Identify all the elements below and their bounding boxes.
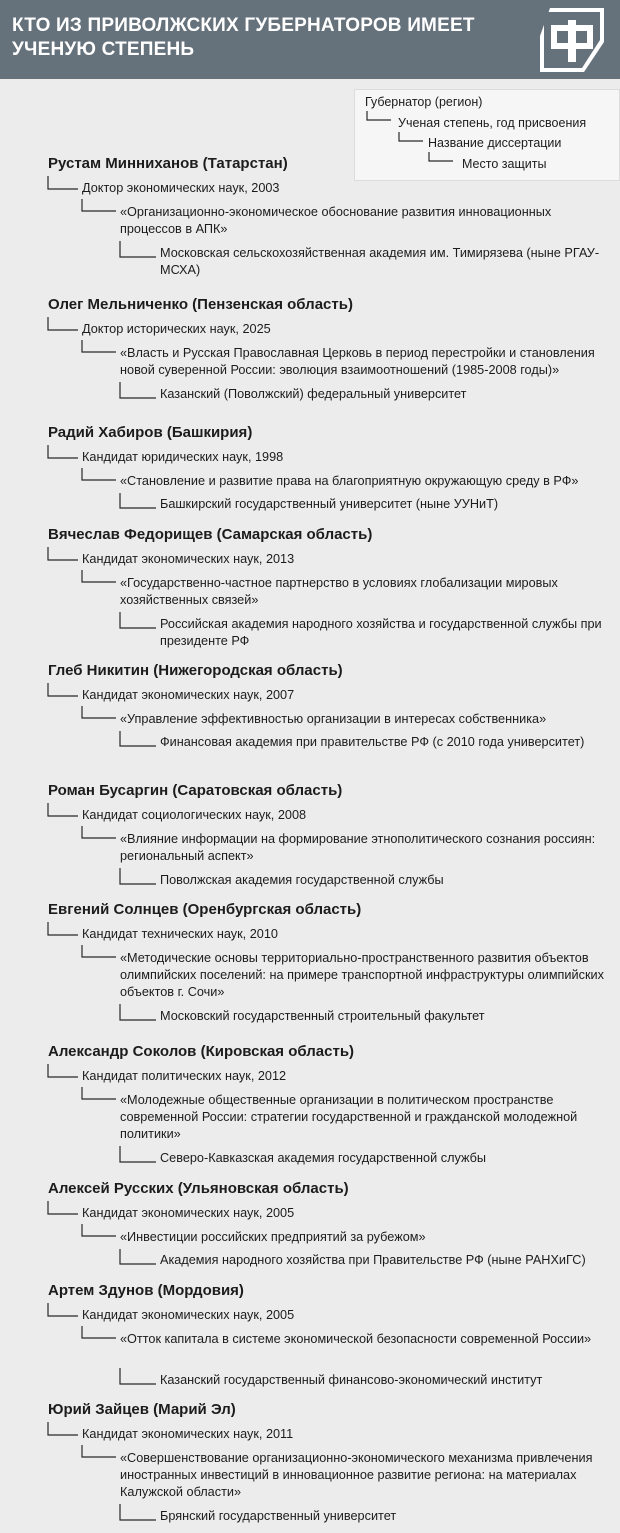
defense-place: Российская академия народного хозяйства и государственной службы при президенте РФ [160, 617, 602, 648]
dissertation-title: «Методические основы территориально-пространственного развития объектов олимпийских поселений: на примере транспортной инфраструктуры олимпийских объектов г. Сочи» [120, 951, 604, 999]
tree-connector-icon [80, 1444, 120, 1461]
governor-name: Артем Здунов (Мордовия) [48, 1282, 244, 1299]
degree-year: Кандидат экономических наук, 2013 [82, 552, 295, 566]
tree-connector-icon [118, 1503, 160, 1524]
degree-year: Кандидат социологических наук, 2008 [82, 808, 307, 822]
defense-place: Поволжская академия государственной службы [160, 873, 444, 887]
tree-connector-icon [118, 730, 160, 750]
defense-place: Московский государственный строительный факультет [160, 1009, 485, 1023]
tree-connector-icon [46, 682, 82, 700]
page-header [0, 0, 620, 79]
dissertation-title: «Молодежные общественные организации в политическом пространстве современной России: стратегии государственной и гражданской молодежной политики» [120, 1093, 578, 1141]
governor-name: Роман Бусаргин (Саратовская область) [48, 782, 343, 799]
tree-connector-icon [46, 546, 82, 564]
degree-year: Кандидат экономических наук, 2011 [82, 1427, 294, 1441]
tree-connector-icon [80, 339, 120, 356]
tree-connector-icon [118, 1367, 160, 1388]
dissertation-title: «Становление и развитие права на благоприятную окружающую среду в РФ» [120, 474, 579, 488]
governor-name: Вячеслав Федорищев (Самарская область) [48, 526, 373, 543]
dissertation-title: «Организационно-экономическое обоснование развития инновационных процессов в АПК» [120, 205, 552, 236]
tree-connector-icon [80, 1086, 120, 1103]
tree-connector-icon [118, 240, 160, 261]
tree-connector-icon [80, 944, 120, 961]
tree-connector-icon [118, 611, 160, 632]
defense-place: Московская сельскохозяйственная академия им. Тимирязева (ныне РГАУ-МСХА) [160, 246, 600, 277]
tree-connector-icon [80, 825, 120, 842]
governor-name: Рустам Минниханов (Татарстан) [48, 155, 288, 172]
defense-place: Казанский государственный финансово-экономический институт [160, 1373, 543, 1387]
defense-place: Академия народного хозяйства при Правительстве РФ (ныне РАНХиГС) [160, 1253, 586, 1267]
tree-connector-icon [118, 1003, 160, 1024]
governor-name: Радий Хабиров (Башкирия) [48, 424, 253, 441]
tree-connector-icon [80, 705, 120, 722]
defense-place: Башкирский государственный университет (ныне УУНиТ) [160, 497, 499, 511]
legend-box [354, 89, 620, 181]
dissertation-title: «Влияние информации на формирование этнополитического сознания россиян: региональный аспект» [120, 832, 596, 863]
degree-year: Кандидат экономических наук, 2005 [82, 1206, 295, 1220]
tree-connector-icon [46, 802, 82, 820]
dissertation-title: «Власть и Русская Православная Церковь в период перестройки и становления новой суверенной России: эволюция взаимоотношений (1985-2008 годы)» [120, 346, 595, 377]
tree-connector-icon [118, 381, 160, 402]
degree-year: Кандидат экономических наук, 2007 [82, 688, 295, 702]
tree-connector-icon [118, 1248, 160, 1268]
tree-connector-icon [46, 444, 82, 462]
tree-connector-icon [46, 1200, 82, 1218]
defense-place: Казанский (Поволжский) федеральный университет [160, 387, 467, 401]
degree-year: Доктор исторических наук, 2025 [82, 322, 271, 336]
tree-connector-icon [80, 569, 120, 586]
degree-year: Кандидат экономических наук, 2005 [82, 1308, 295, 1322]
tree-connector-icon [46, 1421, 82, 1439]
tree-connector-icon [46, 316, 82, 334]
degree-year: Кандидат технических наук, 2010 [82, 927, 278, 941]
tree-connector-icon [46, 1302, 82, 1320]
tree-connector-icon [118, 867, 160, 888]
governor-name: Глеб Никитин (Нижегородская область) [48, 662, 343, 679]
legend-arrow-icon [427, 151, 457, 169]
legend-governor: Губернатор (регион) [365, 95, 483, 109]
defense-place: Финансовая академия при правительстве РФ (с 2010 года университет) [160, 735, 585, 749]
defense-place: Северо-Кавказская академия государственной службы [160, 1151, 486, 1165]
degree-year: Кандидат политических наук, 2012 [82, 1069, 287, 1083]
governor-name: Александр Соколов (Кировская область) [48, 1043, 355, 1060]
legend-arrow-icon [365, 110, 395, 128]
governor-name: Алексей Русских (Ульяновская область) [48, 1180, 349, 1197]
defense-place: Брянский государственный университет [160, 1509, 397, 1523]
tree-connector-icon [80, 1223, 120, 1240]
governor-name: Евгений Солнцев (Оренбургская область) [48, 901, 362, 918]
dissertation-title: «Инвестиции российских предприятий за рубежом» [120, 1230, 426, 1244]
tree-connector-icon [80, 1325, 120, 1342]
page-title: КТО ИЗ ПРИВОЛЖСКИХ ГУБЕРНАТОРОВ ИМЕЕТ УЧЕНУЮ СТЕПЕНЬ [12, 15, 475, 60]
dissertation-title: «Совершенствование организационно-экономического механизма привлечения иностранных инвестиций в инновационное развитие региона: на материалах Калужской области» [120, 1451, 593, 1499]
tree-connector-icon [80, 467, 120, 484]
legend-place: Место защиты [462, 157, 547, 171]
tree-connector-icon [46, 921, 82, 939]
fontanka-logo-icon [540, 6, 606, 74]
tree-connector-icon [46, 175, 82, 193]
tree-connector-icon [46, 1063, 82, 1081]
dissertation-title: «Управление эффективностью организации в интересах собственника» [120, 712, 547, 726]
tree-connector-icon [118, 492, 160, 512]
governor-name: Олег Мельниченко (Пензенская область) [48, 296, 353, 313]
degree-year: Кандидат юридических наук, 1998 [82, 450, 284, 464]
legend-dissertation: Название диссертации [428, 136, 562, 150]
legend-arrow-icon [397, 131, 427, 149]
governor-name: Юрий Зайцев (Марий Эл) [48, 1401, 236, 1418]
legend-degree: Ученая степень, год присвоения [398, 116, 587, 130]
tree-connector-icon [118, 1145, 160, 1166]
degree-year: Доктор экономических наук, 2003 [82, 181, 280, 195]
tree-connector-icon [80, 198, 120, 215]
dissertation-title: «Отток капитала в системе экономической безопасности современной России» [120, 1332, 592, 1346]
dissertation-title: «Государственно-частное партнерство в условиях глобализации мировых хозяйственных связей» [120, 576, 558, 607]
